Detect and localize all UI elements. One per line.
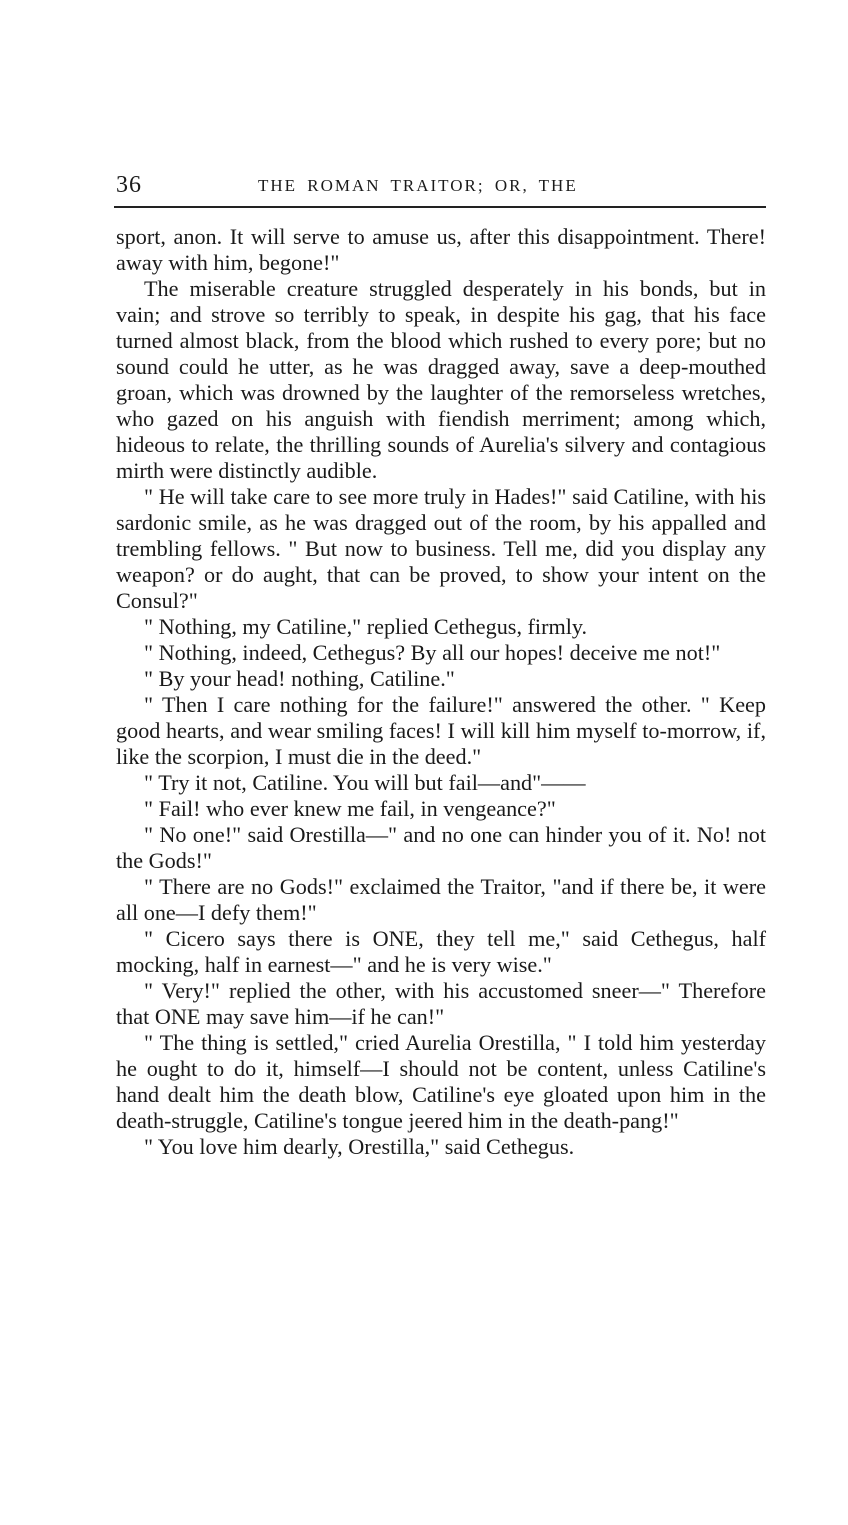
paragraph: " He will take care to see more truly in Hades!" said Catiline, with his sardonic smile, as he was dragged out of the room, by his appalled and trembling fellows. " But now to business. Tell me, did you display any weapon? or do aught, that can be proved, to show your intent on the Consul?" (116, 484, 766, 613)
paragraph: sport, anon. It will serve to amuse us, after this disappointment. There! away with him, begone!" (116, 224, 766, 275)
paragraph: " The thing is settled," cried Aurelia Orestilla, " I told him yesterday he ought to do it, himself—I should not be content, unless Catiline's hand dealt him the death blow, Catiline's eye gloated upon him in the death-struggle, Catiline's tongue jeered him in the death-pang!" (116, 1030, 766, 1133)
paragraph: " Try it not, Catiline. You will but fail—and"—— (144, 770, 586, 795)
paragraph: " Cicero says there is ONE, they tell me," said Cethegus, half mocking, half in earnest—" and he is very wise." (116, 926, 766, 977)
paragraph: " Very!" replied the other, with his accustomed sneer—" Therefore that ONE may save him—if he can!" (116, 978, 766, 1029)
paragraph: " Nothing, indeed, Cethegus? By all our hopes! deceive me not!" (144, 640, 721, 665)
paragraph: The miserable creature struggled desperately in his bonds, but in vain; and strove so terribly to speak, in despite his gag, that his face turned almost black, from the blood which rushed to every pore; but no sound could he utter, as he was dragged away, save a deep-mouthed groan, which was drowned by the laughter of the remorseless wretches, who gazed on his anguish with fiendish merriment; among which, hideous to relate, the thrilling sounds of Aurelia's silvery and contagious mirth were distinctly audible. (116, 276, 766, 483)
page-number: 36 (116, 172, 142, 198)
paragraph: " Fail! who ever knew me fail, in vengeance?" (144, 796, 556, 821)
paragraph: " Then I care nothing for the failure!" answered the other. " Keep good hearts, and wear smiling faces! I will kill him myself to-morrow, if, like the scorpion, I must die in the deed." (116, 692, 766, 769)
paragraph: " There are no Gods!" exclaimed the Traitor, "and if there be, it were all one—I defy them!" (116, 874, 766, 925)
paragraph: " No one!" said Orestilla—" and no one can hinder you of it. No! not the Gods!" (116, 822, 766, 873)
body-text (116, 224, 766, 1160)
paragraph: " Nothing, my Catiline," replied Cethegus, firmly. (144, 614, 588, 639)
paragraph: " By your head! nothing, Catiline." (144, 666, 455, 691)
page-header (116, 172, 766, 202)
paragraph: " You love him dearly, Orestilla," said Cethegus. (144, 1134, 575, 1159)
header-rule (114, 206, 766, 208)
running-head: THE ROMAN TRAITOR; OR, THE (258, 176, 578, 195)
